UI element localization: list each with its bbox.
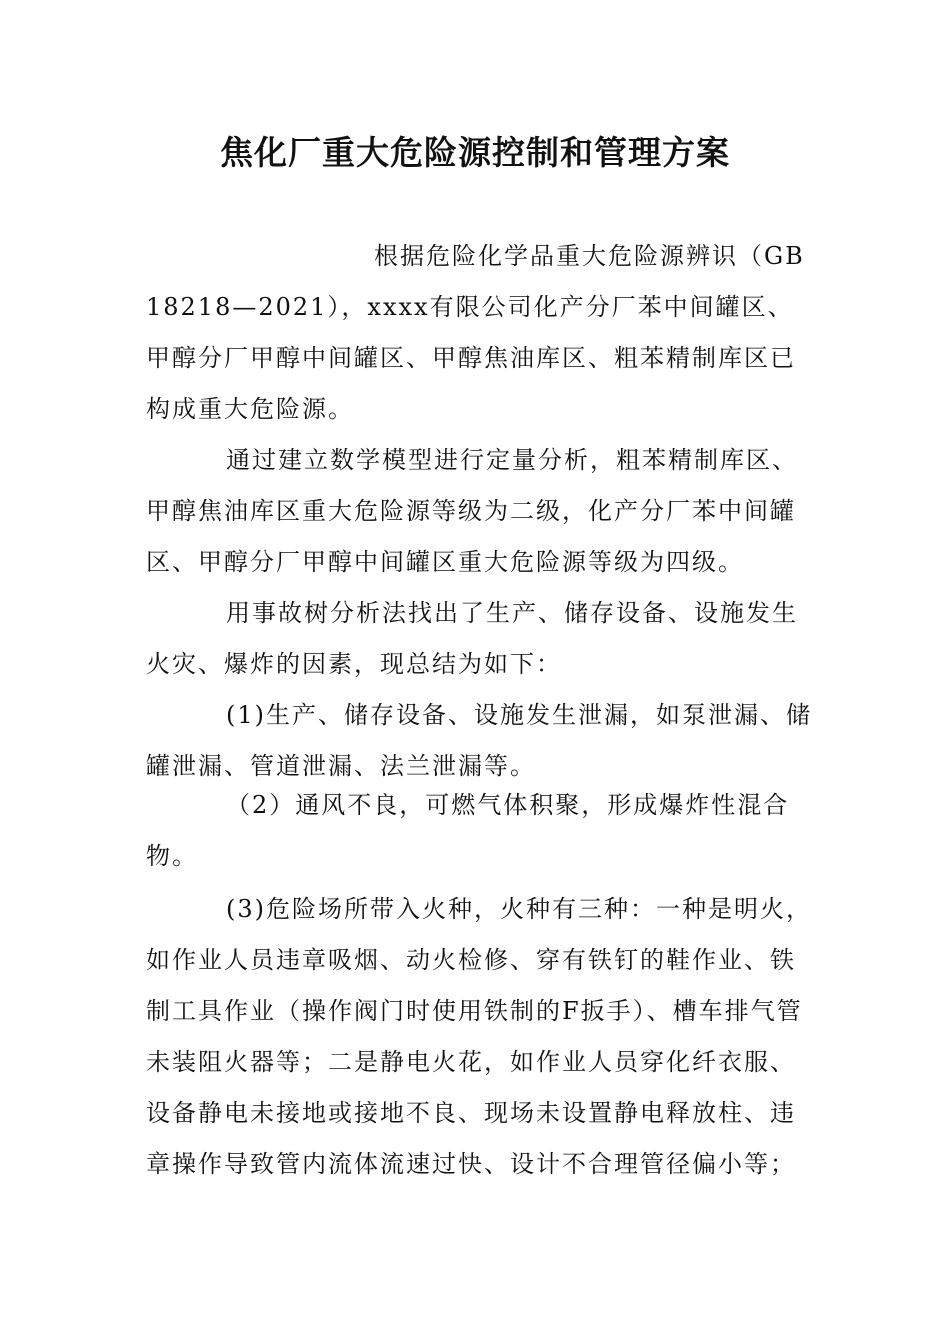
paragraph-hazard-identification: 根据危险化学品重大危险源辨识（GB 18218—2021），xxxx有限公司化产分厂苯中间罐区、甲醇分厂甲醇中间罐区、甲醇焦油库区、粗苯精制库区已构成重大危险源。 — [146, 242, 805, 423]
paragraph-item-2-ventilation: （2）通风不良，可燃气体积聚，形成爆炸性混合物。 — [146, 791, 790, 870]
document-title: 焦化厂重大危险源控制和管理方案 — [220, 133, 730, 172]
paragraph-fault-tree-analysis: 用事故树分析法找出了生产、储存设备、设施发生火灾、爆炸的因素，现总结为如下： — [146, 599, 798, 678]
paragraph-quantitative-analysis: 通过建立数学模型进行定量分析，粗苯精制库区、甲醇焦油库区重大危险源等级为二级，化产分厂苯中间罐区、甲醇分厂甲醇中间罐区重大危险源等级为四级。 — [146, 446, 798, 576]
paragraph-item-1-leakage: (1)生产、储存设备、设施发生泄漏，如泵泄漏、储罐泄漏、管道泄漏、法兰泄漏等。 — [146, 701, 812, 780]
paragraph-item-3-ignition-sources: (3)危险场所带入火种，火种有三种：一种是明火，如作业人员违章吸烟、动火检修、穿有铁钉的鞋作业、铁制工具作业（操作阀门时使用铁制的F扳手）、槽车排气管未装阻火器等；二是静电火花，如作业人员穿化纤衣服、设备静电未接地或接地不良、现场未设置静电释放柱、违章操作导致管内流体流速过快、设计不合理管径偏小等； — [146, 895, 812, 1178]
